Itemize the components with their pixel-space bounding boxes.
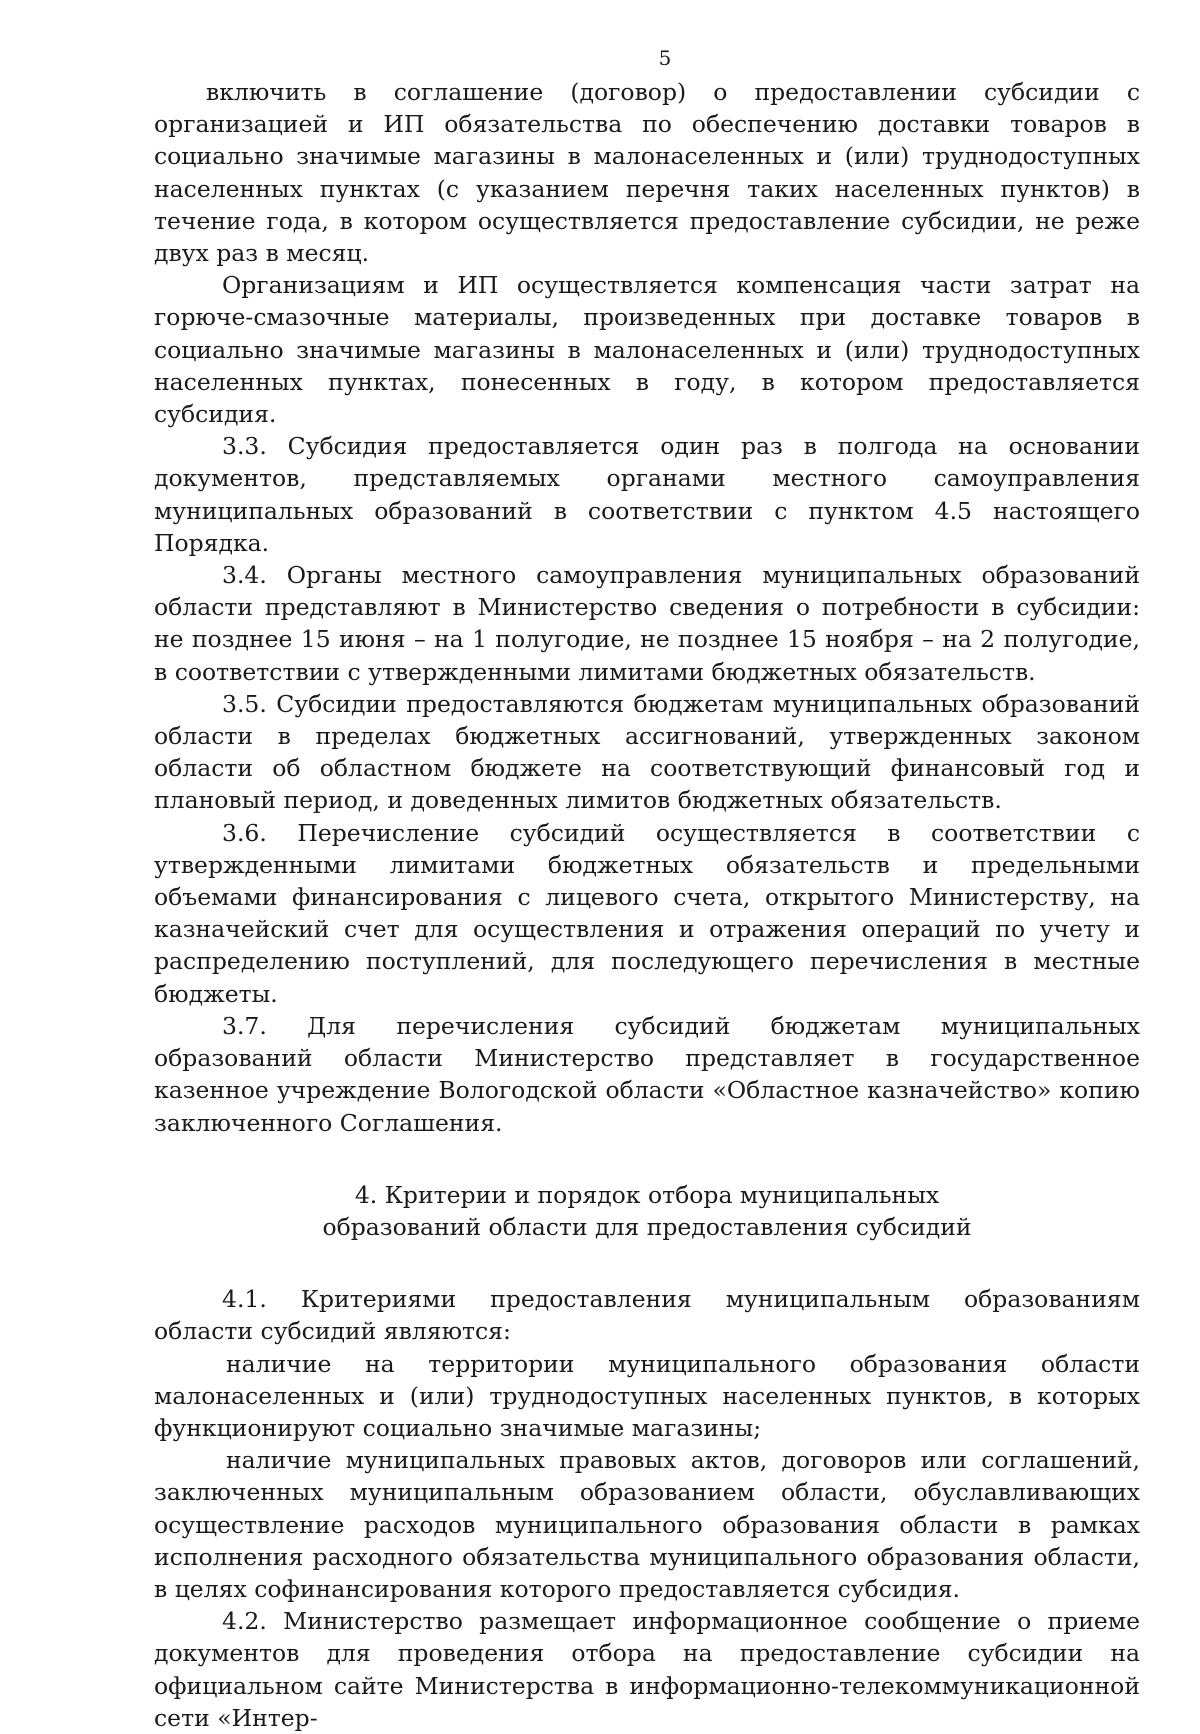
paragraph-3-4: 3.4. Органы местного самоуправления муниципальных образований области представляют в Министерство сведения о потребности в субсидии: не позднее 15 июня – на 1 полугодие, не позднее 15 ноября – на 2 полугодие, в соответствии с утвержденными лимитами бюджетных обязательств.: [154, 561, 1140, 686]
paragraph-3-6: 3.6. Перечисление субсидий осуществляется в соответствии с утвержденными лимитами бюджетных обязательств и предельными объемами финансирования с лицевого счета, открытого Министерству, на казначейский счет для осуществления и отражения операций по учету и распределению поступлений, для последующего перечисления в местные бюджеты.: [154, 818, 1140, 1008]
document-page: [154, 48, 1140, 1734]
paragraph-4-1: 4.1. Критериями предоставления муниципальным образованиям области субсидий являются:: [154, 1285, 1140, 1346]
paragraph-3-7: 3.7. Для перечисления субсидий бюджетам муниципальных образований области Министерство представляет в государственное казенное учреждение Вологодской области «Областное казначейство» копию заключенного Соглашения.: [154, 1011, 1140, 1137]
paragraph-continuation: включить в соглашение (договор) о предоставлении субсидии с организацией и ИП обязательства по обеспечению доставки товаров в социально значимые магазины в малонаселенных и (или) труднодоступных населенных пунктах (с указанием перечня таких населенных пунктов) в течение года, в котором осуществляется предоставление субсидии, не реже двух раз в месяц.: [154, 78, 1140, 268]
section-heading: [154, 1179, 1140, 1243]
section-heading-line-2: образований области для предоставления субсидий: [322, 1212, 972, 1241]
page-number: 5: [658, 46, 672, 70]
paragraph-criterion-1: наличие на территории муниципального образования области малонаселенных и (или) труднодоступных населенных пунктов, в которых функционируют социально значимые магазины;: [154, 1349, 1140, 1442]
paragraph-criterion-2: наличие муниципальных правовых актов, договоров или соглашений, заключенных муниципальным образованием области, обуславливающих осуществление расходов муниципального образования области в рамках исполнения расходного обязательства муниципального образования области, в целях софинансирования которого предоставляется субсидия.: [154, 1446, 1140, 1603]
paragraph-4-2: 4.2. Министерство размещает информационное сообщение о приеме документов для проведения отбора на предоставление субсидии на официальном сайте Министерства в информационно-телекоммуникационной сети «Интер-: [154, 1607, 1140, 1732]
paragraph-3-3: 3.3. Субсидия предоставляется один раз в полгода на основании документов, представляемых органами местного самоуправления муниципальных образований в соответствии с пунктом 4.5 настоящего Порядка.: [154, 432, 1140, 557]
paragraph-fuel-compensation: Организациям и ИП осуществляется компенсация части затрат на горюче-смазочные материалы, произведенных при доставке товаров в социально значимые магазины в малонаселенных и (или) труднодоступных населенных пунктах, понесенных в году, в котором предоставляется субсидия.: [154, 271, 1140, 429]
paragraph-3-5: 3.5. Субсидии предоставляются бюджетам муниципальных образований области в пределах бюджетных ассигнований, утвержденных законом области об областном бюджете на соответствующий финансовый год и плановый период, и доведенных лимитов бюджетных обязательств.: [154, 689, 1140, 815]
section-heading-line-1: 4. Критерии и порядок отбора муниципальных: [354, 1180, 940, 1209]
